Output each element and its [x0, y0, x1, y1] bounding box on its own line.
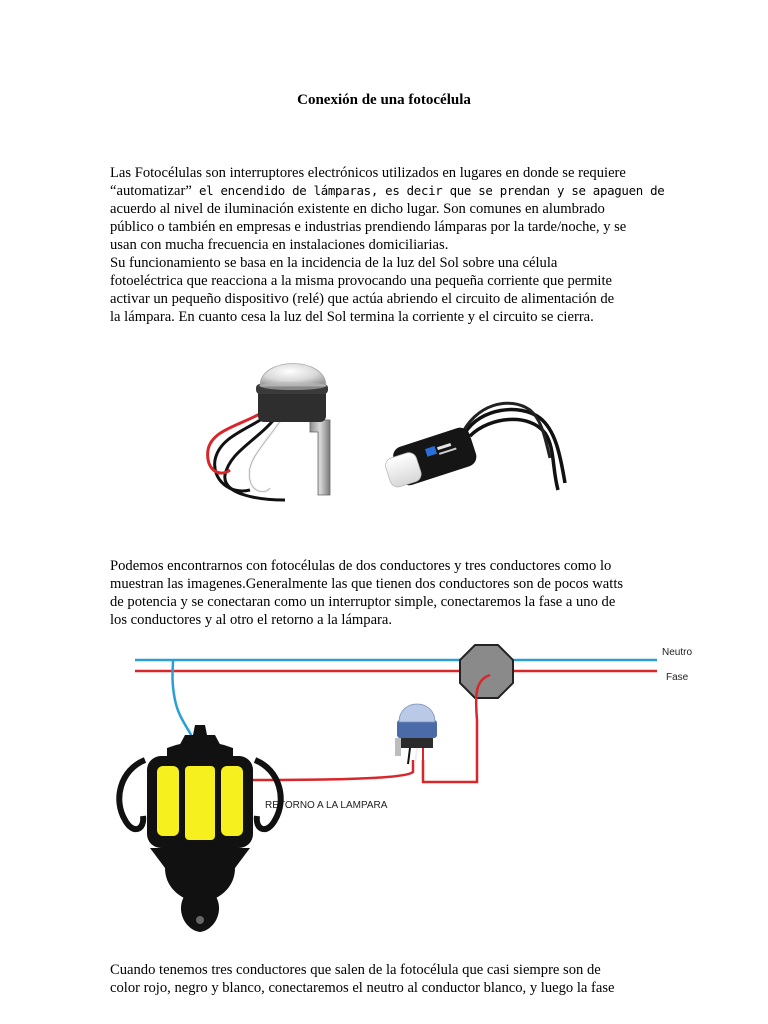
junction-box — [460, 645, 513, 698]
text-line: fotoeléctrica que reacciona a la misma provocando una pequeña corriente que permite — [110, 273, 613, 289]
text-line: acuerdo al nivel de iluminación existente en dicho lugar. Son comunes en alumbrado — [110, 201, 605, 217]
text-line: la lámpara. En cuanto cesa la luz del Sol termina la corriente y el circuito se cierra. — [110, 309, 594, 325]
text-line: Podemos encontrarnos con fotocélulas de dos conductores y tres conductores como lo — [110, 558, 612, 574]
page-title: Conexión de una fotocélula — [297, 92, 471, 108]
intro-paragraph — [110, 164, 670, 326]
wiring-diagram — [105, 640, 705, 940]
text-line: Cuando tenemos tres conductores que salen de la fotocélula que casi siempre son de — [110, 962, 601, 978]
text-line: Las Fotocélulas son interruptores electrónicos utilizados en lugares en donde se requiere — [110, 165, 626, 181]
lantern-lamp-icon — [119, 725, 280, 932]
text-line: de potencia y se conectaran como un interruptor simple, conectaremos la fase a uno de — [110, 594, 616, 610]
fase-label: Fase — [666, 672, 689, 683]
text-fragment: “automatizar” — [110, 183, 192, 199]
text-line: usan con mucha frecuencia en instalaciones domiciliarias. — [110, 237, 449, 253]
text-line — [110, 182, 670, 200]
text-line: los conductores y al otro el retorno a la lámpara. — [110, 612, 393, 628]
photocell-compact-photo — [370, 398, 570, 498]
text-line: activar un pequeño dispositivo (relé) que actúa abriendo el circuito de alimentación de — [110, 291, 615, 307]
text-line: muestran las imagenes.Generalmente las que tienen dos conductores son de pocos watts — [110, 576, 624, 592]
retorno-label: RETORNO A LA LAMPARA — [265, 800, 388, 811]
text-fragment: el encendido de lámparas, es decir que se prendan y se apaguen de — [191, 183, 665, 198]
photocell-bracket-photo — [190, 350, 360, 510]
neutro-label: Neutro — [662, 647, 693, 658]
text-line: público o también en empresas e industrias prendiendo lámparas por la tarde/noche, y se — [110, 219, 627, 235]
photocell-icon — [395, 704, 437, 764]
conductors-paragraph — [110, 557, 670, 629]
three-conductors-paragraph — [110, 961, 670, 997]
text-line: color rojo, negro y blanco, conectaremos el neutro al conductor blanco, y luego la fase — [110, 980, 615, 996]
text-line: Su funcionamiento se basa en la incidencia de la luz del Sol sobre una célula — [110, 255, 558, 271]
